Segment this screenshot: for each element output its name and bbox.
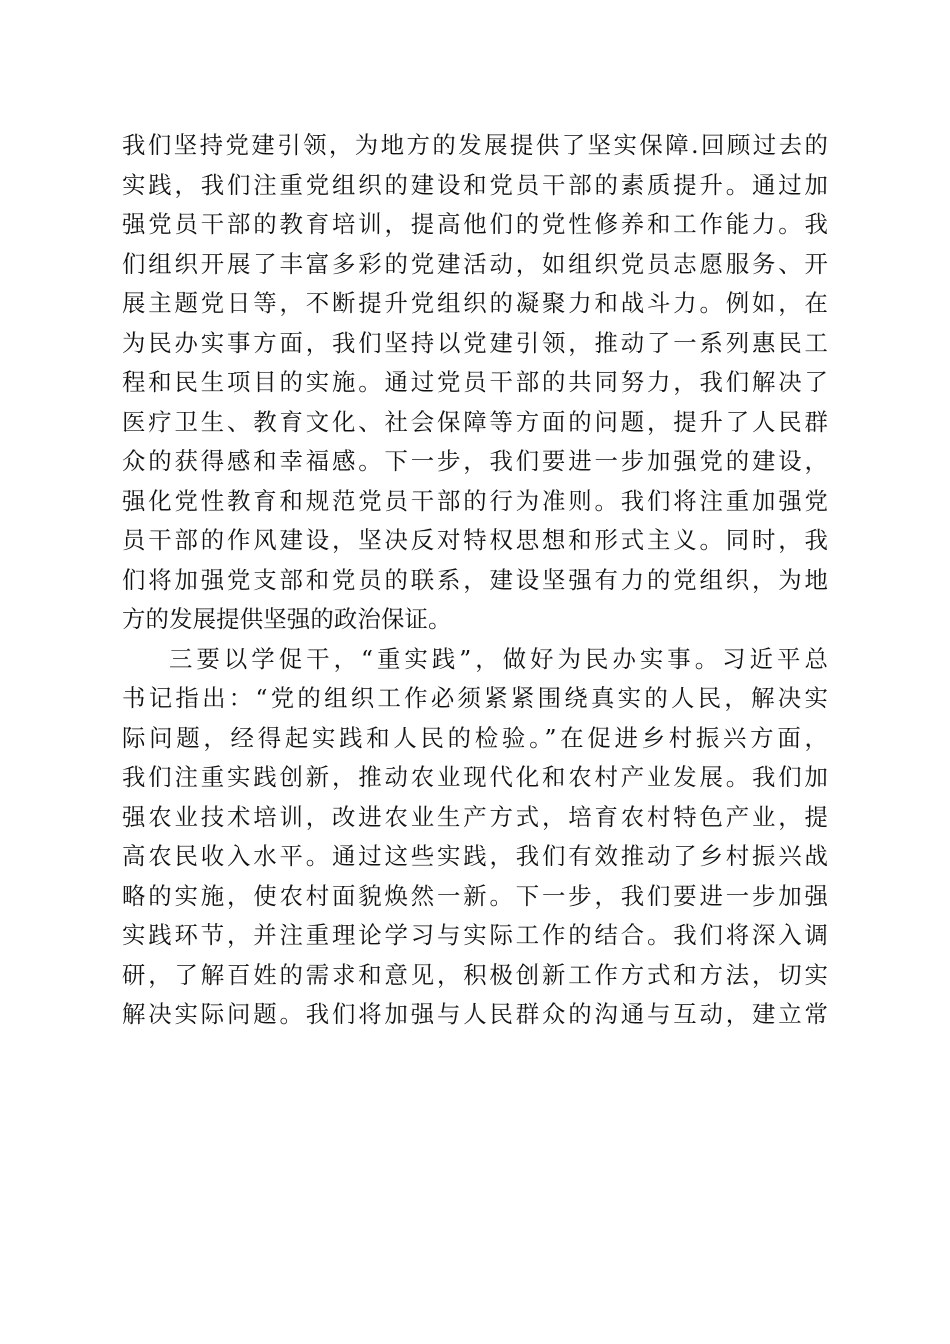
text-line: 强党员干部的教育培训，提高他们的党性修养和工作能力。我: [122, 210, 828, 238]
paragraph-practice: [122, 640, 828, 1035]
text-line: 际问题，经得起实践和人民的检验。”在促进乡村振兴方面，: [122, 723, 828, 752]
text-line: 书记指出：“党的组织工作必须紧紧围绕真实的人民，解决实: [122, 684, 828, 712]
paragraph-party-building: [122, 126, 828, 640]
text-line: 研，了解百姓的需求和意见，积极创新工作方式和方法，切实: [122, 960, 828, 989]
text-line: 三要以学促干，“重实践”，做好为民办实事。习近平总: [169, 644, 828, 673]
text-line: 高农民收入水平。通过这些实践，我们有效推动了乡村振兴战: [122, 842, 828, 870]
text-line: 们将加强党支部和党员的联系，建设坚强有力的党组织，为地: [122, 565, 828, 594]
text-line: 方的发展提供坚强的政治保证。: [122, 605, 452, 633]
text-line: 强农业技术培训，改进农业生产方式，培育农村特色产业，提: [122, 802, 828, 831]
text-line: 程和民生项目的实施。通过党员干部的共同努力，我们解决了: [122, 368, 828, 396]
text-line: 我们注重实践创新，推动农业现代化和农村产业发展。我们加: [122, 763, 828, 791]
text-line: 展主题党日等，不断提升党组织的凝聚力和战斗力。例如，在: [122, 289, 828, 317]
text-line: 我们坚持党建引领，为地方的发展提供了坚实保障.回顾过去的: [122, 131, 828, 159]
text-line: 略的实施，使农村面貌焕然一新。下一步，我们要进一步加强: [122, 881, 828, 910]
text-line: 解决实际问题。我们将加强与人民群众的沟通与互动，建立常: [122, 1000, 828, 1028]
text-line: 员干部的作风建设，坚决反对特权思想和形式主义。同时，我: [122, 526, 828, 554]
text-line: 众的获得感和幸福感。下一步，我们要进一步加强党的建设，: [122, 447, 828, 475]
text-line: 医疗卫生、教育文化、社会保障等方面的问题，提升了人民群: [122, 407, 828, 436]
text-line: 实践，我们注重党组织的建设和党员干部的素质提升。通过加: [122, 170, 828, 199]
text-line: 为民办实事方面，我们坚持以党建引领，推动了一系列惠民工: [122, 328, 828, 357]
text-line: 们组织开展了丰富多彩的党建活动，如组织党员志愿服务、开: [122, 249, 828, 278]
text-line: 实践环节，并注重理论学习与实际工作的结合。我们将深入调: [122, 921, 828, 949]
text-line: 强化党性教育和规范党员干部的行为准则。我们将注重加强党: [122, 486, 828, 515]
document-body: [122, 126, 828, 1035]
